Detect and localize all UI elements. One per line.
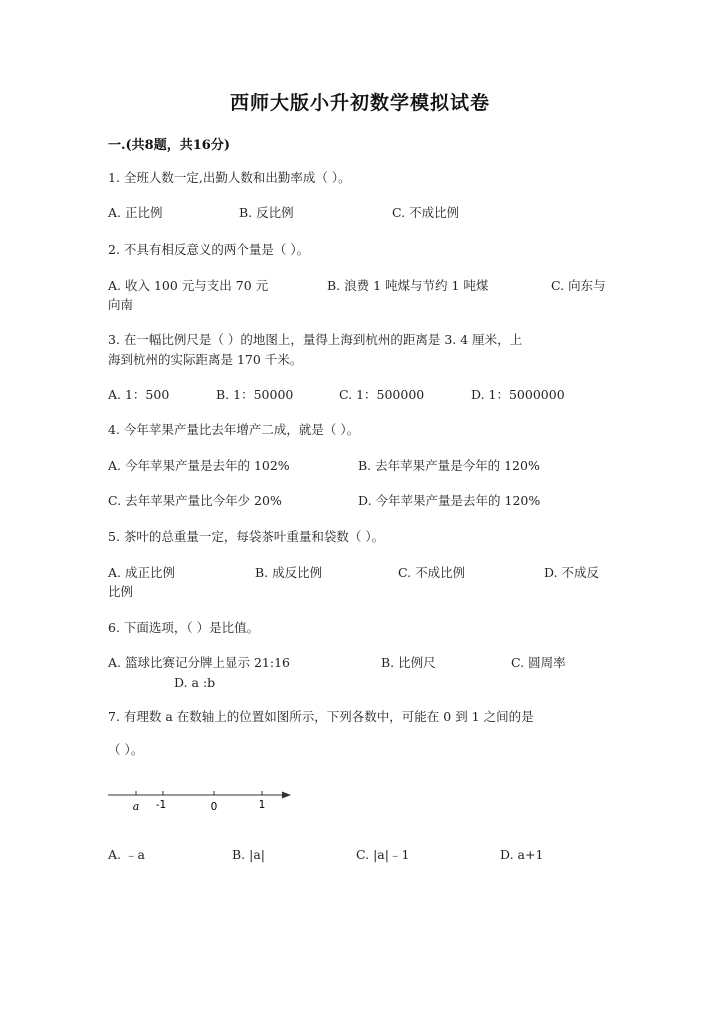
section-heading: 一.(共8题，共16分): [108, 138, 230, 153]
label-a: a: [132, 800, 140, 813]
question-6-stem: 6. 下面选项，（ ）是比值。: [108, 620, 260, 635]
q5-option-b: B. 成反比例: [255, 565, 323, 580]
q5-option-c: C. 不成比例: [398, 565, 466, 580]
q7-option-c: C. |a|﹣1: [356, 847, 410, 862]
q5-option-d-wrap: 比例: [108, 584, 134, 599]
q3-option-d: D. 1：5000000: [471, 387, 565, 402]
q7-option-a: A. ﹣a: [108, 847, 145, 862]
q5-option-d: D. 不成反: [544, 565, 600, 580]
number-line-arrow: [282, 792, 291, 799]
q6-option-a: A. 篮球比赛记分牌上显示 21:16: [108, 655, 290, 670]
q4-option-c: C. 去年苹果产量比今年少 20%: [108, 493, 282, 508]
page-title: 西师大版小升初数学模拟试卷: [229, 92, 490, 114]
q1-option-b: B. 反比例: [239, 205, 294, 220]
q3-option-a: A. 1：500: [108, 387, 170, 402]
label-minus-1: -1: [155, 799, 167, 811]
question-1-stem: 1. 全班人数一定,出勤人数和出勤率成（ ）。: [108, 170, 351, 185]
q2-option-a: A. 收入 100 元与支出 70 元: [108, 278, 269, 293]
question-3-stem-line2: 海到杭州的实际距离是 170 千米。: [108, 352, 303, 367]
q7-option-d: D. a+1: [500, 847, 544, 862]
q2-option-c: C. 向东与: [551, 278, 606, 293]
q6-option-c: C. 圆周率: [511, 655, 566, 670]
q2-option-c-wrap: 向南: [108, 297, 134, 312]
q5-option-a: A. 成正比例: [108, 565, 175, 580]
q6-option-d: D. a :b: [174, 675, 216, 690]
q4-option-d: D. 今年苹果产量是去年的 120%: [358, 493, 541, 508]
number-line-figure: [105, 786, 300, 816]
question-4-stem: 4. 今年苹果产量比去年增产二成，就是（ ）。: [108, 422, 360, 437]
label-1: 1: [258, 799, 266, 811]
question-7-stem: 7. 有理数 a 在数轴上的位置如图所示，下列各数中，可能在 0 到 1 之间的是: [108, 709, 534, 724]
q1-option-a: A. 正比例: [108, 205, 163, 220]
question-5-stem: 5. 茶叶的总重量一定，每袋茶叶重量和袋数（ ）。: [108, 529, 385, 544]
question-3-stem-line1: 3. 在一幅比例尺是（ ）的地图上，量得上海到杭州的距离是 3. 4 厘米，上: [108, 332, 523, 347]
q3-option-c: C. 1：500000: [339, 387, 425, 402]
label-0: 0: [210, 801, 218, 813]
q1-option-c: C. 不成比例: [392, 205, 460, 220]
q4-option-b: B. 去年苹果产量是今年的 120%: [358, 458, 540, 473]
q3-option-b: B. 1：50000: [216, 387, 294, 402]
q6-option-b: B. 比例尺: [381, 655, 436, 670]
q7-option-b: B. |a|: [232, 847, 266, 862]
q2-option-b: B. 浪费 1 吨煤与节约 1 吨煤: [327, 278, 489, 293]
question-7-stem-cont: （ ）。: [108, 742, 144, 757]
q4-option-a: A. 今年苹果产量是去年的 102%: [108, 458, 290, 473]
question-2-stem: 2. 不具有相反意义的两个量是（ ）。: [108, 242, 310, 257]
